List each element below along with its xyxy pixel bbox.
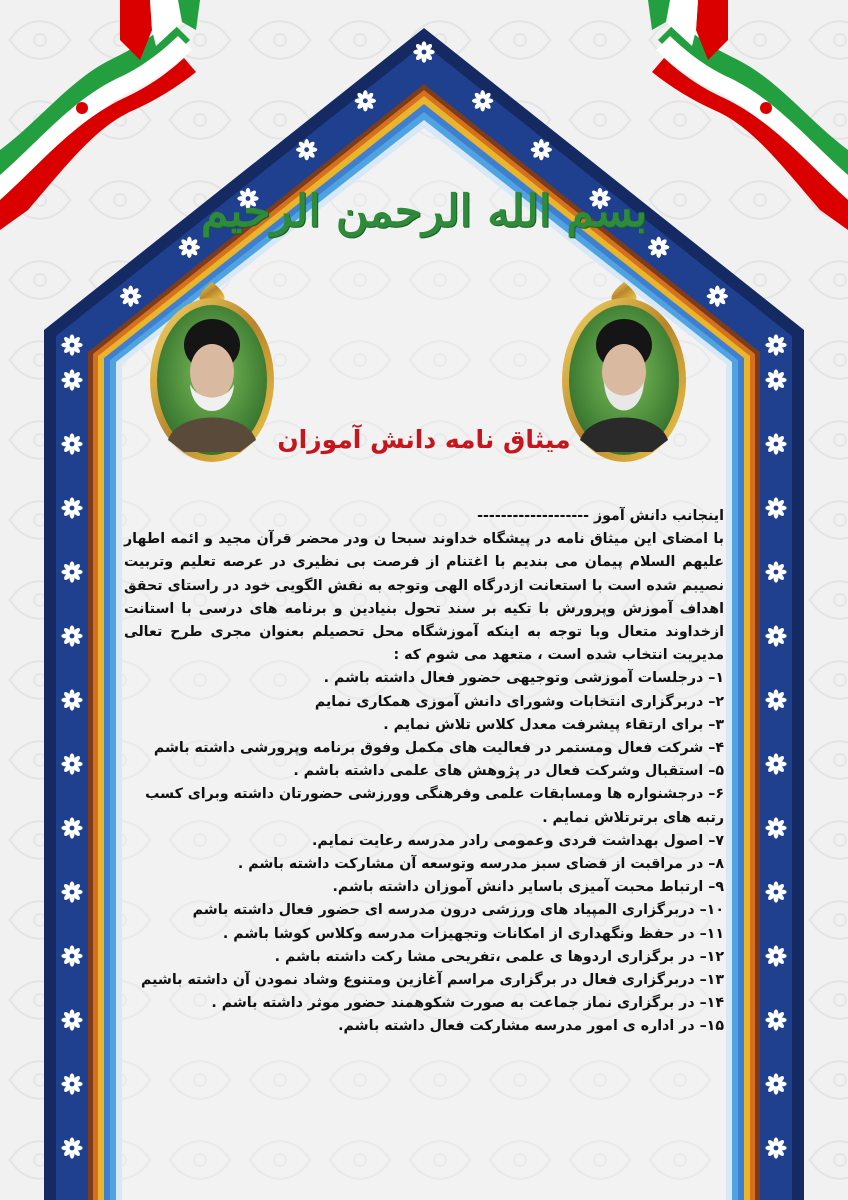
star-flower-icon: [765, 625, 786, 646]
list-item: ۷– اصول بهداشت فردی وعمومی رادر مدرسه رعایت نمایم.: [312, 832, 724, 849]
charter-text: [124, 505, 724, 1039]
name-blank: -------------------: [477, 508, 590, 524]
list-item: ۱– درجلسات آموزشی وتوجیهی حضور فعال داشته باشم .: [323, 670, 724, 687]
page-title: میثاق نامه دانش آموزان: [277, 425, 571, 454]
star-flower-icon: [765, 1009, 786, 1030]
list-item: ۴– شرکت فعال ومستمر در فعالیت های مکمل وفوق برنامه وپرورشی داشته باشم: [153, 740, 724, 757]
star-flower-icon: [765, 334, 786, 355]
star-flower-icon: [179, 237, 200, 258]
list-item: ۳– برای ارتقاء پیشرفت معدل کلاس تلاش نمایم .: [383, 716, 724, 733]
basmala-calligraphy: بسم الله الرحمن الرحیم: [200, 186, 648, 237]
star-flower-icon: [531, 139, 552, 160]
star-flower-icon: [61, 497, 82, 518]
star-flower-icon: [61, 1073, 82, 1094]
star-flower-icon: [296, 139, 317, 160]
star-flower-icon: [61, 369, 82, 390]
star-flower-icon: [765, 1137, 786, 1158]
star-flower-icon: [765, 561, 786, 582]
star-flower-icon: [61, 753, 82, 774]
star-flower-icon: [472, 90, 493, 111]
intro-paragraph: با امضای این میثاق نامه در پیشگاه خداوند سبحا ن ودر محضر قرآن مجید و ائمه اطهار علیهم السلام پیمان می بندیم با اغتنام از فرصت بی نظیری در عرصه تعلیم وتربیت نصیبم شده است با استعانت ازدرگاه الهی وتوجه به نقش الگویی خود در راستای تحقق اهداف آموزش وپرورش با تکیه بر سند تحول بنیادین و برنامه های درسی با استانت ازخداوند متعال وبا توجه به اینکه آموزشگاه محل تحصیلم بعنوان مجری طرح تعالی مدیریت انتخاب شده است ، متعهد می شوم که :: [124, 531, 724, 664]
name-label: اینجانب دانش آموز: [594, 508, 724, 524]
list-item: ۱۵– در اداره ی امور مدرسه مشارکت فعال داشته باشم.: [338, 1018, 724, 1035]
star-flower-icon: [61, 1137, 82, 1158]
star-flower-icon: [61, 945, 82, 966]
list-item: ۱۲– در برگزاری اردوها ی علمی ،تفریحی مشا رکت داشته باشم .: [274, 948, 724, 965]
star-flower-icon: [765, 497, 786, 518]
list-item: ۵– استقبال وشرکت فعال در پژوهش های علمی داشته باشم .: [293, 763, 724, 780]
star-flower-icon: [648, 237, 669, 258]
list-item: ۶– درجشنواره ها ومسابقات علمی وفرهنگی وورزشی حضورتان داشته وبرای کسب رتبه های برترتلاش نمایم .: [145, 786, 724, 826]
star-flower-icon: [765, 1073, 786, 1094]
star-flower-icon: [413, 41, 434, 62]
star-flower-icon: [765, 689, 786, 710]
list-item: ۱۴– در برگزاری نماز جماعت به صورت شکوهمند حضور موثر داشته باشم .: [211, 995, 724, 1012]
star-flower-icon: [765, 753, 786, 774]
star-flower-icon: [765, 817, 786, 838]
list-item: ۲– دربرگزاری انتخابات وشورای دانش آموزی همکاری نمایم: [314, 693, 724, 710]
star-flower-icon: [61, 625, 82, 646]
star-flower-icon: [765, 881, 786, 902]
star-flower-icon: [765, 369, 786, 390]
commitments-list: [124, 667, 724, 1038]
list-item: ۱۰– دربرگزاری المپیاد های ورزشی درون مدرسه ای حضور فعال داشته باشم: [192, 902, 724, 919]
list-item: ۸– در مراقبت از فضای سبز مدرسه وتوسعه آن مشارکت داشته باشم .: [237, 856, 724, 873]
star-flower-icon: [765, 945, 786, 966]
list-item: ۱۱– در حفظ ونگهداری از امکانات وتجهیزات مدرسه وکلاس کوشا باشم .: [222, 925, 724, 942]
star-flower-icon: [707, 285, 728, 306]
list-item: ۱۳– دربرگزاری فعال در برگزاری مراسم آغازین ومتنوع وشاد نمودن آن داشته باشیم: [140, 972, 724, 989]
star-flower-icon: [61, 1009, 82, 1030]
list-item: ۹– ارتباط محبت آمیزی باسایر دانش آموزان داشته باشم.: [332, 879, 724, 896]
star-flower-icon: [355, 90, 376, 111]
student-name-line: [124, 505, 724, 528]
star-flower-icon: [61, 689, 82, 710]
star-flower-icon: [61, 881, 82, 902]
star-flower-icon: [61, 817, 82, 838]
star-flower-icon: [120, 285, 141, 306]
star-flower-icon: [61, 561, 82, 582]
star-flower-icon: [61, 334, 82, 355]
